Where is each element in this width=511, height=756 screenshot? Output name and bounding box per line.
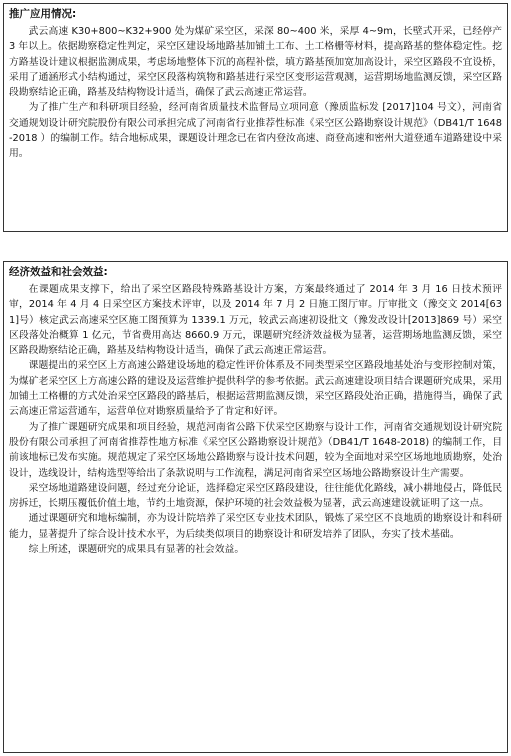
benefits-paragraph-2: 课题提出的采空区上方高速公路建设场地的稳定性评价体系及不同类型采空区路段地基处治与变形控制对策，为煤矿老采空区上方高速公路的建设及运营维护提供科学的参考依据。武云高速建设项目结合课题研究成果，采用加铺土工格栅的方式处治采空区路段的路基后，根据运营期监测反馈，采空区路段处治正确，措施得当，确保了武云高速正常运营通车，运营单位对勘察质量给予了肯定和好评。	[9, 360, 502, 418]
benefits-paragraph-1: 在课题成果支撑下，给出了采空区路段特殊路基设计方案，方案最终通过了 2014 年 3 月 16 日技术预评审，2014 年 4 月 4 日采空区方案技术评审，以及 2014 年 7 月 2 日施工图厅审。厅审批文（豫交文 2014[631]号）核定武云高速采空区施工图预算为 1339.1 万元，较武云高速初设批文（豫发改设计[2013]869 号）采空区段落处治概算 1 亿元，节省费用高达 8660.9 万元，课题研究经济效益极为显著，运营期场地监测反馈，采空区路段勘察结论正确，路基及结构物设计适当，确保了武云高速正常运营。	[9, 284, 502, 357]
benefits-paragraph-6: 综上所述，课题研究的成果具有显著的社会效益。	[28, 544, 245, 556]
benefits-paragraph-4: 采空场地道路建设问题，经过充分论证，选择稳定采空区路段建设，往往能优化路线，减小耕地侵占，降低民房拆迁，长期压覆低价值土地，节约土地资源，保护环境的社会效益极为显著，武云高速建设就证明了这一点。	[9, 482, 502, 510]
benefits-heading: 经济效益和社会效益:	[9, 266, 108, 278]
promotion-section	[3, 3, 508, 232]
promotion-paragraph-1: 武云高速 K30+800~K32+900 处为煤矿采空区，采深 80~400 米，采厚 4~9m，长壁式开采，已经停产 3 年以上。依据勘察稳定性判定，采空区建设场地路基加铺土工布、土工格栅等材料，提高路基的整体稳定性。挖方路基设计建议根据监测成果，考虑场地整体下沉的高程补偿，填方路基预加宽加高设计，采空区路段不宜设桥，采用了通涵形式小结构通过，采空区段落构筑物和路基进行采空区变形运营观测，运营期场地监测反馈，采空区路段勘察结论正确，路基及结构物设计适当，确保了武云高速正常运营。	[9, 26, 502, 99]
benefits-paragraph-5: 通过课题研究和地标编制，亦为设计院培养了采空区专业技术团队，锻炼了采空区不良地质的勘察设计和科研能力，显著提升了综合设计技术水平，为后续类似项目的勘察设计和研发培养了团队，夯实了技术基础。	[9, 513, 502, 540]
promotion-heading: 推广应用情况:	[9, 8, 77, 20]
benefits-section	[3, 261, 508, 753]
benefits-paragraph-3: 为了推广课题研究成果和项目经验，规范河南省公路下伏采空区勘察与设计工作，河南省交通规划设计研究院股份有限公司承担了河南省推荐性地方标准《采空区公路勘察设计规范》（DB41/T 1648-2018) 的编制工作，目前该地标已发布实施。规范规定了采空区场地公路勘察与设计技术问题，较为全面地对采空区场地地质勘察，处治设计，选线设计，结构选型等给出了条款说明与工作流程，满足河南省采空区场地公路勘察设计生产需要。	[9, 421, 502, 479]
promotion-paragraph-2: 为了推广生产和科研项目经验，经河南省质量技术监督局立项同意（豫质监标发 [2017]104 号文），河南省交通规划设计研究院股份有限公司承担完成了河南省行业推荐性标准《采空区公路勘察设计规范》（DB41/T 1648-2018 ）的编制工作。结合地标成果，课题设计理念已在省内登汝高速、商登高速和密州大道登通车道路建设中采用。	[9, 102, 502, 160]
